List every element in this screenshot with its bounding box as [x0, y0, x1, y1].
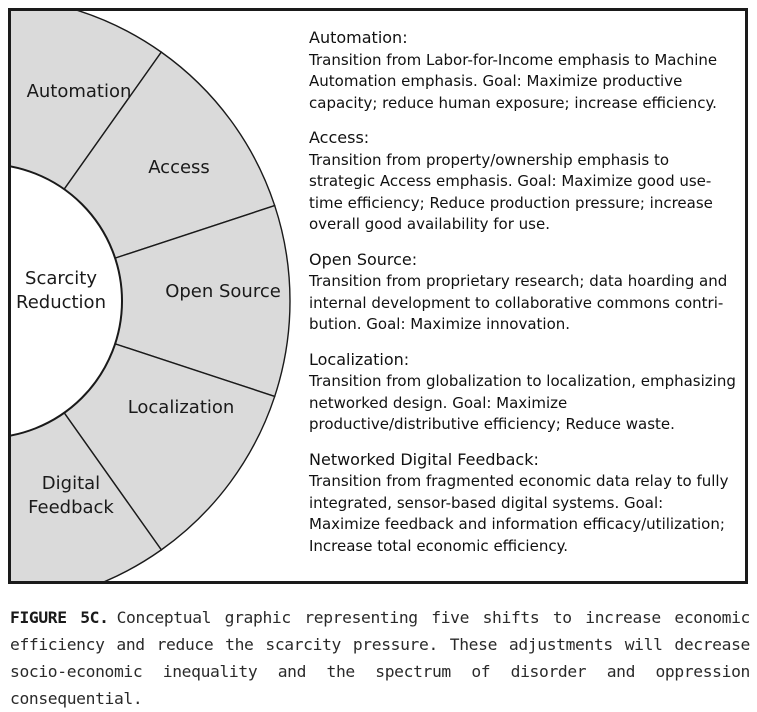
description-heading: Automation: [309, 28, 408, 47]
description-open-source [309, 249, 739, 336]
description-text: Transition from globalization to localization, emphasizing networked design. Goal: Maximize productive/distributive efficiency; Reduce waste. [309, 372, 736, 433]
description-localization [309, 349, 739, 436]
center-label: Scarcity Reduction [16, 268, 106, 313]
figure-caption [10, 604, 750, 712]
segment-label-automation: Automation [26, 81, 132, 102]
figure-frame [8, 8, 748, 584]
description-text: Transition from proprietary research; data hoarding and internal development to collaborative commons contri-bution. Goal: Maximize innovation. [309, 272, 728, 333]
description-automation [309, 27, 739, 114]
description-list [309, 27, 739, 570]
description-networked-digital-feedback [309, 449, 739, 558]
segment-label-open-source: Open Source [165, 281, 281, 302]
figure-label: FIGURE 5C. [10, 608, 109, 627]
description-heading: Networked Digital Feedback: [309, 449, 539, 469]
description-text: Transition from property/ownership emphasis to strategic Access emphasis. Goal: Maximize good use-time efficiency; Reduce production pressure; increase overall good availability for use. [309, 150, 713, 233]
description-heading: Open Source: [309, 249, 418, 269]
segment-label-localization: Localization [127, 397, 235, 418]
description-access [309, 127, 739, 236]
segment-label-access: Access [148, 157, 210, 178]
caption-text: Conceptual graphic representing five shifts to increase economic efficiency and reduce the scarcity pressure. These adjustments will decrease socio-economic inequality and the spectrum of disorder and oppression consequential. [10, 608, 750, 708]
description-text: Transition from fragmented economic data relay to fully integrated, sensor-based digital systems. Goal: Maximize feedback and information efficacy/utilization; Increase total economic efficiency. [309, 472, 729, 555]
description-text: Transition from Labor-for-Income emphasis to Machine Automation emphasis. Goal: Maximize productive capacity; reduce human exposure; increase efficiency. [309, 50, 718, 112]
description-heading: Localization: [309, 349, 410, 369]
segment-label-digital-feedback: Digital Feedback [28, 473, 114, 518]
description-heading: Access: [309, 128, 370, 147]
